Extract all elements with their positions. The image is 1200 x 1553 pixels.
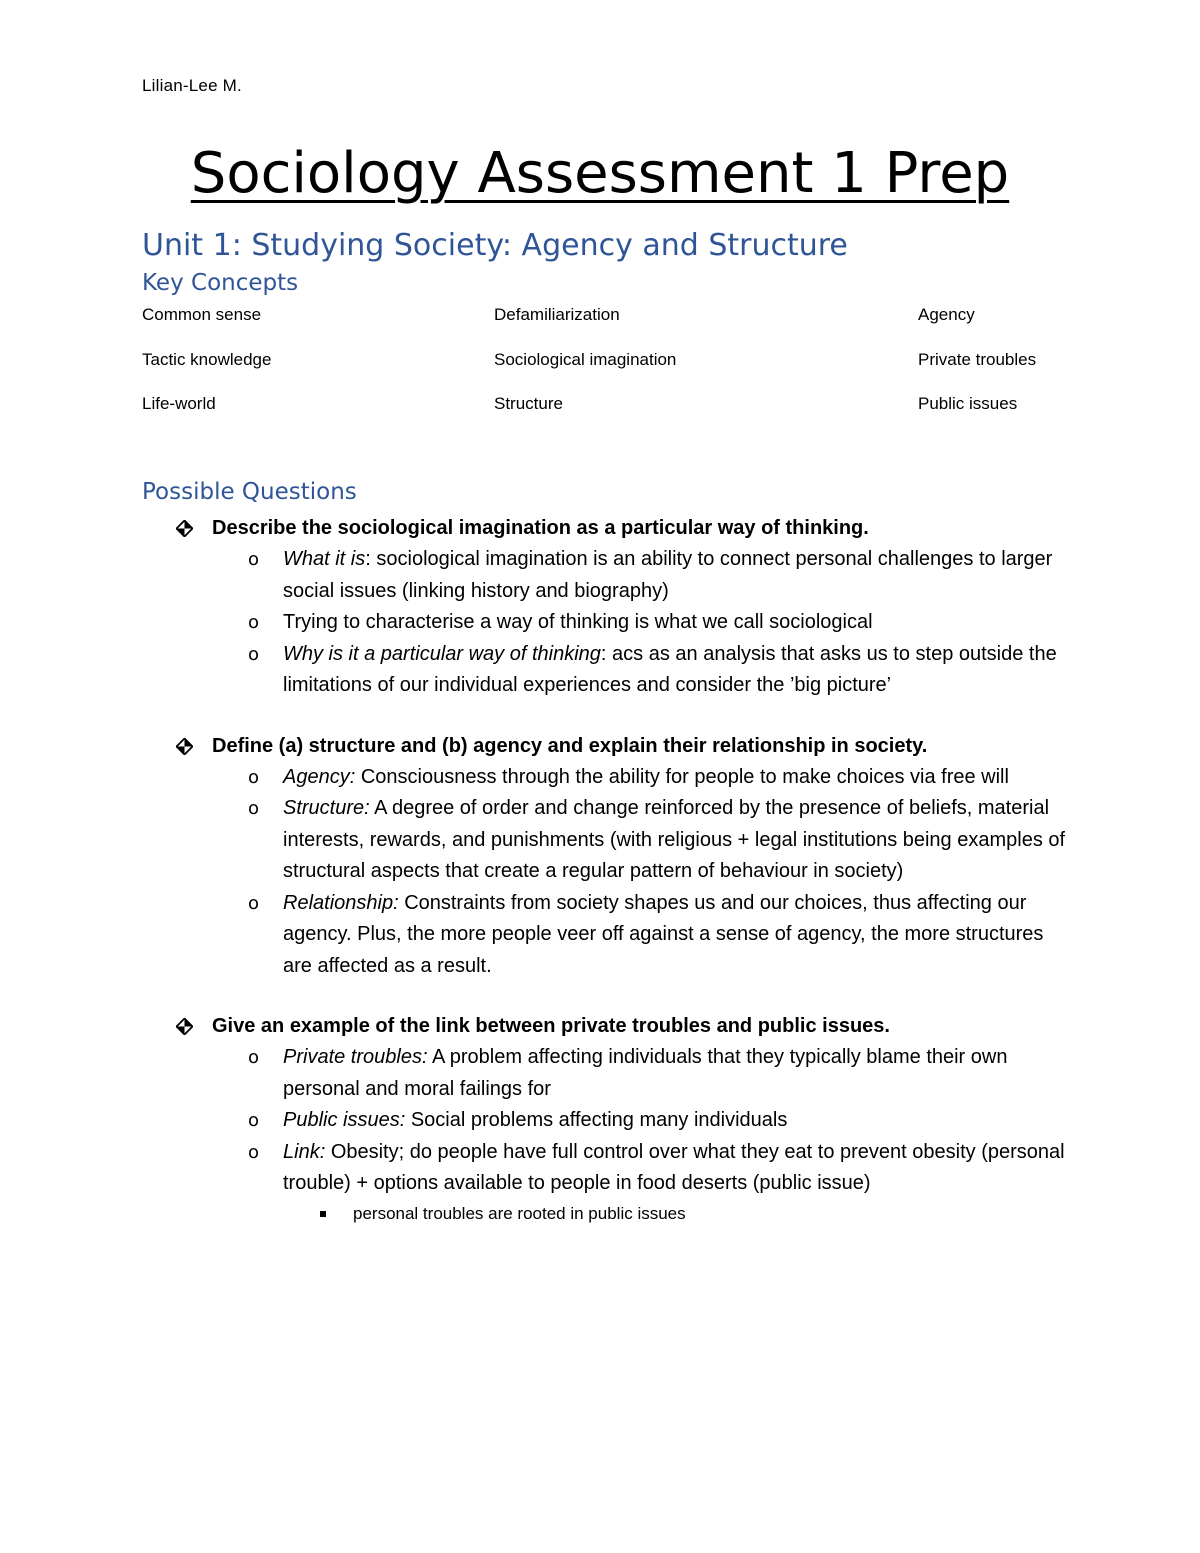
concept-item: Agency [918, 305, 975, 324]
author-name: Lilian-Lee M. [142, 76, 242, 95]
concept-row [142, 350, 1102, 395]
answer-label: Link: [283, 1140, 326, 1163]
answer-text: sociological imagination is an ability to connect personal challenges to larger social issues (linking history and biography) [283, 548, 1053, 602]
answer-label: Private troubles: [283, 1046, 428, 1068]
answer-item [142, 639, 1072, 702]
question-block [142, 512, 1072, 702]
answer-text: A problem affecting individuals that they typically blame their own personal and moral failings for [283, 1046, 1008, 1100]
answer-label: Why is it a particular way of thinking [283, 642, 601, 665]
question-text [142, 512, 1072, 544]
answer-label: Relationship: [283, 891, 399, 914]
answer-item [142, 607, 1072, 639]
circle-bullet-icon: o [248, 766, 260, 788]
circle-bullet-icon: o [248, 892, 260, 914]
unit-heading: Unit 1: Studying Society: Agency and Structure [142, 228, 848, 263]
answer-label: Public issues: [283, 1109, 406, 1131]
questions-list [142, 512, 1072, 1256]
answer-text: Consciousness through the ability for people to make choices via free will [360, 765, 1009, 788]
circle-bullet-icon: o [248, 549, 260, 570]
question-text [142, 1010, 1072, 1042]
question-text [142, 730, 1072, 762]
concept-item: Structure [494, 394, 563, 413]
question-block [142, 1010, 1072, 1228]
concept-item: Defamiliarization [494, 305, 620, 324]
answer-item [142, 1042, 1072, 1105]
circle-bullet-icon: o [248, 1141, 260, 1163]
answer-label: Structure: [283, 797, 370, 819]
answer-item [142, 1105, 1072, 1137]
answer-item [142, 762, 1072, 794]
answer-label: Agency: [283, 765, 356, 788]
answer-label: What it is [283, 548, 366, 570]
answer-item [142, 888, 1072, 983]
sub-answer-text: personal troubles are rooted in public issues [353, 1203, 686, 1223]
answer-item [142, 544, 1072, 607]
concept-item: Sociological imagination [494, 349, 677, 369]
question-block [142, 730, 1072, 983]
diamond-bullet-icon [176, 1018, 193, 1035]
circle-bullet-icon: o [248, 798, 260, 819]
answer-item [142, 793, 1072, 888]
answer-list [142, 762, 1072, 983]
circle-bullet-icon: o [248, 1110, 260, 1131]
square-bullet-icon [320, 1211, 326, 1217]
concept-item: Life-world [142, 394, 216, 413]
answer-list [142, 1042, 1072, 1228]
answer-text: acs as an analysis that asks us to step outside the limitations of our individual experiences and consider the ’big picture’ [283, 642, 1057, 696]
answer-list [142, 544, 1072, 702]
diamond-bullet-icon [176, 738, 193, 755]
answer-separator: : [365, 548, 377, 570]
concept-item: Private troubles [918, 349, 1037, 369]
concept-item: Public issues [918, 394, 1018, 413]
answer-text: Trying to characterise a way of thinking is what we call sociological [283, 611, 873, 633]
concept-row [142, 305, 1102, 350]
question-label: Give an example of the link between private troubles and public issues. [212, 1015, 890, 1037]
question-label: Describe the sociological imagination as a particular way of thinking. [212, 517, 869, 539]
answer-text: Constraints from society shapes us and our choices, thus affecting our agency. Plus, the more people veer off against a sense of agency, the more structures are affected as a result. [283, 891, 1044, 977]
concept-item: Common sense [142, 305, 262, 324]
concept-item: Tactic knowledge [142, 349, 272, 369]
document-title-text: Sociology Assessment 1 Prep [190, 141, 1010, 206]
key-concepts-grid [142, 305, 1102, 439]
question-label: Define (a) structure and (b) agency and explain their relationship in society. [212, 734, 928, 757]
document-title [0, 138, 1200, 210]
answer-separator: : [600, 642, 613, 665]
circle-bullet-icon: o [248, 643, 260, 665]
answer-item [142, 1137, 1072, 1200]
answer-text: Obesity; do people have full control over what they eat to prevent obesity (personal trouble) + options available to people in food deserts (public issue) [283, 1140, 1065, 1194]
answer-text: Social problems affecting many individuals [410, 1109, 788, 1131]
diamond-bullet-icon [176, 520, 193, 537]
circle-bullet-icon: o [248, 612, 260, 633]
key-concepts-heading: Key Concepts [142, 270, 299, 296]
possible-questions-heading: Possible Questions [142, 479, 357, 505]
answer-text: A degree of order and change reinforced by the presence of beliefs, material interests, rewards, and punishments (with religious + legal institutions being examples of structural aspects that create a regular pattern of behaviour in society) [283, 797, 1066, 882]
concept-row [142, 394, 1102, 439]
sub-answer-item [142, 1200, 1072, 1228]
circle-bullet-icon: o [248, 1047, 260, 1068]
